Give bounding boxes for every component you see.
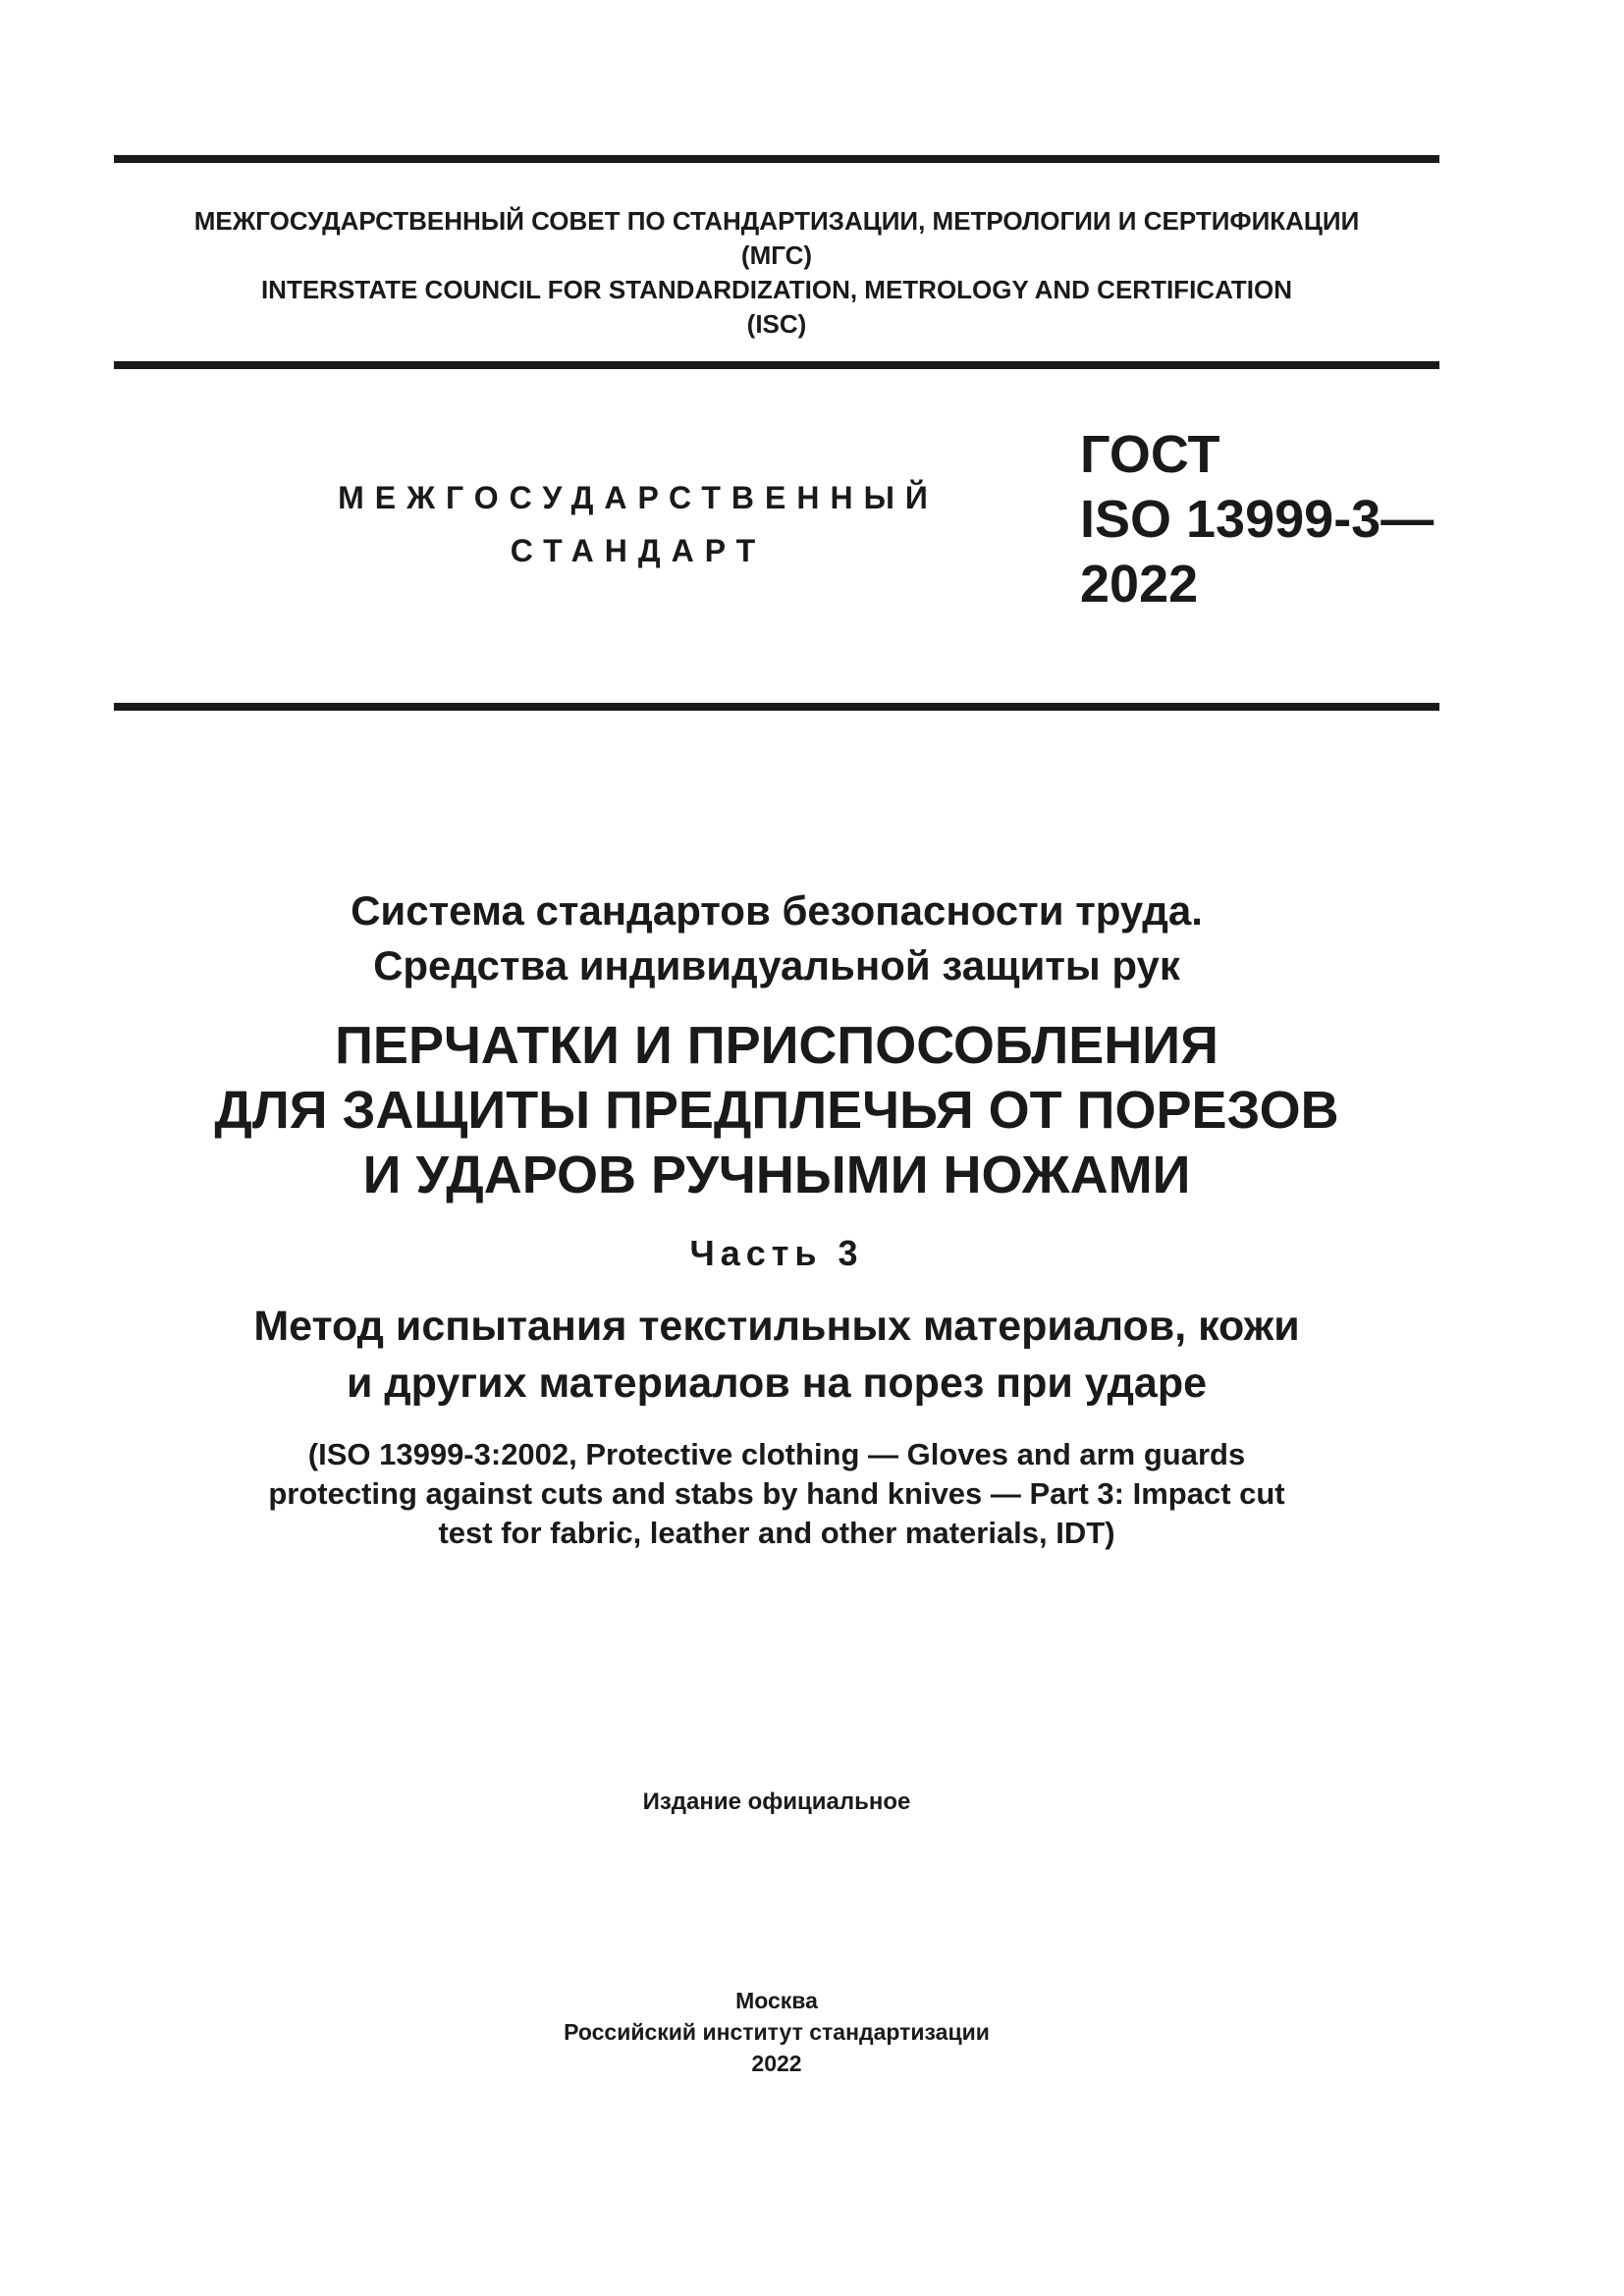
iso-reference-line1: (ISO 13999-3:2002, Protective clothing — Gloves and arm guards	[307, 1437, 1246, 1471]
subtitle-line2: и других материалов на порез при ударе	[346, 1360, 1208, 1407]
council-abbr-ru: (МГС)	[740, 240, 813, 270]
publisher-year: 2022	[751, 2051, 802, 2076]
iso-reference	[114, 1435, 1439, 1553]
title-block	[114, 883, 1439, 1553]
iso-reference-line2: protecting against cuts and stabs by hand knives — Part 3: Impact cut	[268, 1476, 1285, 1511]
publisher-block	[114, 1985, 1439, 2079]
council-abbr-en: (ISC)	[746, 309, 807, 339]
standard-code-line3: 2022	[1080, 555, 1199, 614]
standard-code	[1080, 422, 1434, 616]
main-title-line2: ДЛЯ ЗАЩИТЫ ПРЕДПЛЕЧЬЯ ОТ ПОРЕЗОВ	[214, 1081, 1339, 1140]
edition-label: Издание официальное	[642, 1789, 911, 1815]
standard-kind	[324, 471, 952, 577]
standard-code-line2: ISO 13999-3—	[1080, 490, 1435, 549]
iso-reference-line3: test for fabric, leather and other materials, IDT)	[438, 1516, 1115, 1550]
top-rule	[114, 155, 1439, 163]
main-title-line1: ПЕРЧАТКИ И ПРИСПОСОБЛЕНИЯ	[335, 1016, 1218, 1075]
subtitle-line1: Метод испытания текстильных материалов, кожи	[253, 1303, 1300, 1350]
subtitle	[114, 1298, 1439, 1412]
publisher-institute: Российский институт стандартизации	[564, 2019, 990, 2045]
main-title-line3: И УДАРОВ РУЧНЫМИ НОЖАМИ	[362, 1146, 1191, 1204]
standard-code-line1: ГОСТ	[1080, 425, 1220, 484]
council-header	[114, 204, 1439, 342]
publisher-city: Москва	[735, 1988, 818, 2013]
series-title-line2: Средства индивидуальной защиты рук	[373, 942, 1180, 988]
council-name-ru: МЕЖГОСУДАРСТВЕННЫЙ СОВЕТ ПО СТАНДАРТИЗАЦИИ, МЕТРОЛОГИИ И СЕРТИФИКАЦИИ	[193, 206, 1360, 236]
part-number: Часть 3	[689, 1233, 864, 1273]
series-title-line1: Система стандартов безопасности труда.	[351, 887, 1203, 934]
main-title	[114, 1013, 1439, 1207]
standard-kind-line2: СТАНДАРТ	[510, 533, 767, 568]
code-divider-rule	[114, 703, 1439, 711]
series-title	[114, 883, 1439, 993]
council-name-en: INTERSTATE COUNCIL FOR STANDARDIZATION, METROLOGY AND CERTIFICATION	[260, 275, 1293, 304]
header-divider-rule	[114, 361, 1439, 369]
standard-kind-line1: МЕЖГОСУДАРСТВЕННЫЙ	[338, 480, 939, 515]
